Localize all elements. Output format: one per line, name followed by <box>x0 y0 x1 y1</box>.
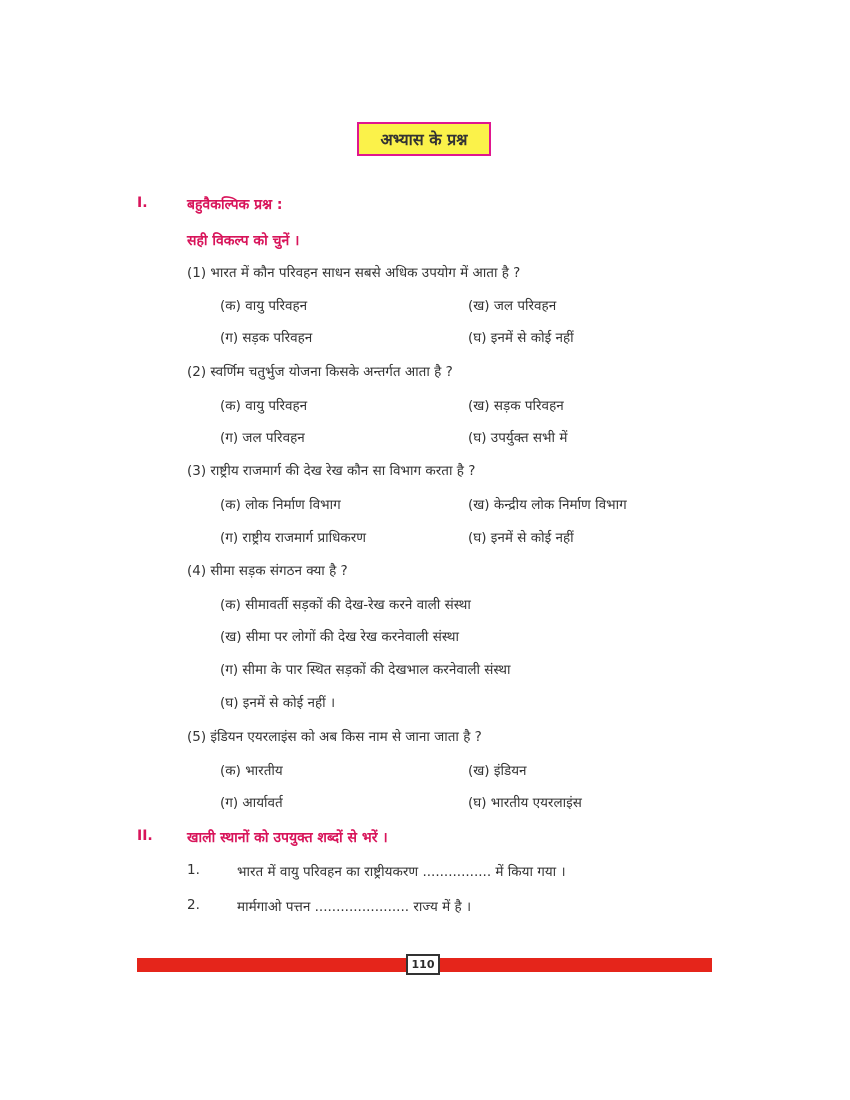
q4-option-ga: (ग) सीमा के पार स्थित सड़कों की देखभाल करनेवाली संस्था <box>220 662 511 678</box>
q5-option-kha: (ख) इंडियन <box>468 763 527 779</box>
q4-option-gha: (घ) इनमें से कोई नहीं । <box>220 695 336 711</box>
fill-blank-2-number: 2. <box>187 897 200 913</box>
fill-blank-1-text: भारत में वायु परिवहन का राष्ट्रीयकरण ................ में किया गया । <box>237 864 566 880</box>
q3-option-ka: (क) लोक निर्माण विभाग <box>220 497 341 513</box>
q2-option-ga: (ग) जल परिवहन <box>220 430 305 446</box>
footer-bar-right <box>440 958 712 972</box>
q5-option-ga: (ग) आर्यावर्त <box>220 795 283 811</box>
question-4: (4) सीमा सड़क संगठन क्या है ? <box>187 563 348 579</box>
question-1: (1) भारत में कौन परिवहन साधन सबसे अधिक उपयोग में आता है ? <box>187 265 521 281</box>
footer-bar-left <box>137 958 406 972</box>
question-5: (5) इंडियन एयरलाइंस को अब किस नाम से जाना जाता है ? <box>187 729 482 745</box>
fill-blank-1-number: 1. <box>187 862 200 878</box>
q1-option-gha: (घ) इनमें से कोई नहीं <box>468 330 574 346</box>
page-title: अभ्यास के प्रश्न <box>357 122 491 156</box>
q4-option-ka: (क) सीमावर्ती सड़कों की देख-रेख करने वाली संस्था <box>220 597 471 613</box>
section1-number: I. <box>137 195 148 211</box>
q5-option-gha: (घ) भारतीय एयरलाइंस <box>468 795 582 811</box>
q3-option-ga: (ग) राष्ट्रीय राजमार्ग प्राधिकरण <box>220 530 367 546</box>
section2-title: खाली स्थानों को उपयुक्त शब्दों से भरें । <box>187 830 388 846</box>
q3-option-gha: (घ) इनमें से कोई नहीं <box>468 530 574 546</box>
q2-option-kha: (ख) सड़क परिवहन <box>468 398 564 414</box>
section2-number: II. <box>137 828 153 844</box>
q1-option-ka: (क) वायु परिवहन <box>220 298 308 314</box>
q4-option-kha: (ख) सीमा पर लोगों की देख रेख करनेवाली संस्था <box>220 629 459 645</box>
q5-option-ka: (क) भारतीय <box>220 763 283 779</box>
q2-option-ka: (क) वायु परिवहन <box>220 398 308 414</box>
q3-option-kha: (ख) केन्द्रीय लोक निर्माण विभाग <box>468 497 627 513</box>
section1-subtitle: सही विकल्प को चुनें । <box>187 233 300 249</box>
question-2: (2) स्वर्णिम चतुर्भुज योजना किसके अन्तर्गत आता है ? <box>187 364 453 380</box>
q1-option-ga: (ग) सड़क परिवहन <box>220 330 313 346</box>
page-number: 110 <box>406 954 440 975</box>
question-3: (3) राष्ट्रीय राजमार्ग की देख रेख कौन सा विभाग करता है ? <box>187 463 476 479</box>
fill-blank-2-text: मार्मगाओ पत्तन ...................... राज्य में है । <box>237 899 472 915</box>
q1-option-kha: (ख) जल परिवहन <box>468 298 557 314</box>
section1-title: बहुवैकल्पिक प्रश्न : <box>187 197 283 213</box>
q2-option-gha: (घ) उपर्युक्त सभी में <box>468 430 568 446</box>
